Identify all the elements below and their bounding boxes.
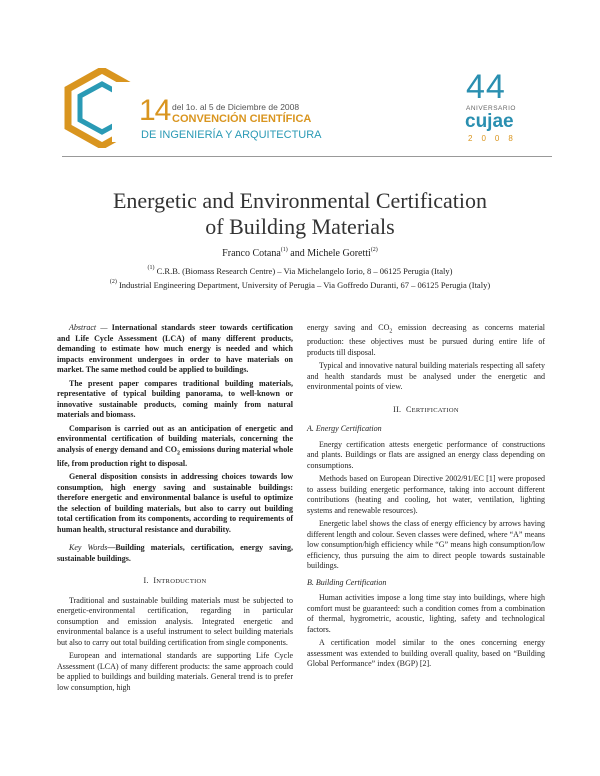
author-2: Michele Goretti xyxy=(307,248,371,259)
author-1-sup: (1) xyxy=(280,247,288,253)
paper-title xyxy=(0,188,600,240)
affiliation-2-text: Industrial Engineering Department, University of Perugia – Via Goffredo Duranti, 67 – 06125 Perugia (Italy) xyxy=(116,280,491,290)
section-introduction-heading: I. INTRODUCTION xyxy=(143,576,207,586)
conference-logo-icon xyxy=(62,68,142,148)
right-p0: energy saving and $CO_2$ emission decreasing as concerns material production: these objectives must be pursued during entire life of products till disposal. xyxy=(307,323,545,357)
anniversary-year: 2008 xyxy=(468,134,522,143)
right-column xyxy=(307,323,545,673)
abstract-p4: General disposition consists in addressing choices towards low consumption, high energy saving and sustainable buildings: therefore energetic and environmental balance is useful to optimize the selection of building materials, but also to carry out building total certification from its components, according to requirements of human health, structural resistance and durability. xyxy=(57,472,293,534)
title-line-1: Energetic and Environmental Certification xyxy=(112,188,488,213)
affiliation-1-text: C.R.B. (Biomass Research Centre) – Via Michelangelo Iorio, 8 – 06125 Perugia (Italy) xyxy=(154,266,453,276)
intro-p1: Traditional and sustainable building materials must be subjected to energetic-environmental certification, regarding in particular consumption and emission analysis. Integrated energetic and environmental balance is a useful instrument to select building materials but also to carry out total building certification from single components. xyxy=(57,595,293,647)
authors xyxy=(0,248,600,259)
building-p2: A certification model similar to the ones concerning energy assessment was extended to building overall quality, based on “Building Global Performance” index (BGP) [2]. xyxy=(307,638,545,669)
anniversary-word: ANIVERSARIO xyxy=(466,105,516,112)
anniversary-number: 44 xyxy=(466,68,506,106)
title-line-2: of Building Materials xyxy=(205,214,395,239)
abstract-p1: Abstract — International standards steer towards certification and Life Cycle Assessment (LCA) of many different products, demanding to estimate how much energy is needed and which impacts environment undergoes in order to have materials on market. The same method could be applied to buildings. xyxy=(57,323,293,374)
section-certification-heading: II. CERTIFICATION xyxy=(393,404,459,414)
affiliation-2-sup: (2) xyxy=(109,279,117,285)
cujae-logo: cujae xyxy=(465,111,514,132)
conference-title-line1: CONVENCIÓN CIENTÍFICA xyxy=(172,113,312,125)
energy-p3: Energetic label shows the class of energy efficiency by arrows having different length and colour. Seven classes were defined, where “A” means low consumption/high efficiency while “G” means high consumption/low efficiency, thus pursuing the aim to direct people towards sustainable buildings. xyxy=(307,519,545,571)
building-p1: Human activities impose a long time stay into buildings, where high comfort must be guaranteed: such a condition comes from a combination of thermal, hygrometric, acoustic, lighting, safety and technological factors. xyxy=(307,593,545,634)
conference-number: 14 xyxy=(139,94,171,127)
conference-title-line2: DE INGENIERÍA Y ARQUITECTURA xyxy=(141,129,322,141)
affiliation-1 xyxy=(0,266,600,276)
conference-date: del 1o. al 5 de Diciembre de 2008 xyxy=(172,102,300,112)
author-2-sup: (2) xyxy=(370,247,378,253)
conference-header xyxy=(0,0,600,160)
affiliation-2 xyxy=(0,280,600,290)
header-divider xyxy=(62,156,552,157)
left-column xyxy=(57,323,293,696)
abstract-p3: Comparison is carried out as an anticipation of energetic and environmental certification of building materials, concerning the analysis of energy demand and $CO_2$ emissions during material whole life, from production right to disposal. xyxy=(57,423,293,468)
author-and: and xyxy=(287,248,308,259)
author-1: Franco Cotana xyxy=(222,248,281,259)
abstract-p2: The present paper compares traditional building materials, representative of typical building panorama, to well-known or innovative sustainable products, coming mainly from natural materials and biomass. xyxy=(57,378,293,419)
intro-p2: European and international standards are supporting Life Cycle Assessment (LCA) of many different products: the same approach could be applied to buildings and building materials. General trend is to prefer low consumption, high xyxy=(57,651,293,692)
keywords: Key Words—Building materials, certification, energy saving, sustainable buildings. xyxy=(57,543,293,563)
right-p1: Typical and innovative natural building materials respecting all safety and health standards must be analysed under the energetic and environmental points of view. xyxy=(307,361,545,392)
affiliation-1-sup: (1) xyxy=(147,265,155,271)
energy-p1: Energy certification attests energetic performance of constructions and plants. Buildings or flats are assigned an energy class depending on consumptions. xyxy=(307,439,545,470)
energy-p2: Methods based on European Directive 2002/91/EC [1] were proposed to assess building energetic performance, taking into account different contributions (heating and cooling, hot water, ventilation, lighting systems and renewable resources). xyxy=(307,474,545,515)
subsection-building-certification: B. Building Certification xyxy=(307,577,387,587)
subsection-energy-certification: A. Energy Certification xyxy=(307,424,382,434)
